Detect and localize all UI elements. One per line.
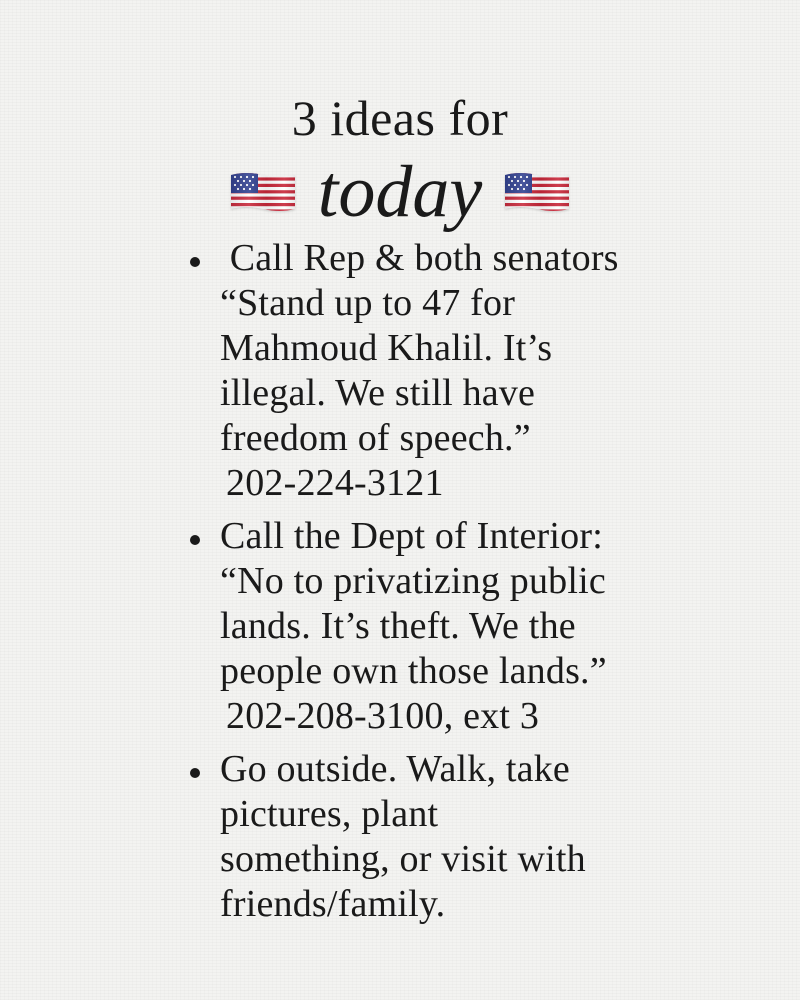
list-item <box>186 747 656 927</box>
list-item <box>186 514 656 739</box>
ideas-list <box>186 236 656 935</box>
item-text-line: people own those lands.” <box>220 650 607 692</box>
item-text-line: “Stand up to 47 for <box>220 282 516 324</box>
item-text-line: lands. It’s theft. We the <box>220 605 576 647</box>
item-text-line: something, or visit with <box>220 838 586 880</box>
bullet-icon <box>190 257 200 267</box>
item-text-line: Call Rep & both senators <box>220 237 619 279</box>
item-text-line: freedom of speech.” <box>220 417 531 459</box>
item-text-line: Mahmoud Khalil. It’s <box>220 327 553 369</box>
us-flag-icon <box>502 169 572 215</box>
us-flag-icon <box>228 169 298 215</box>
bullet-icon <box>190 535 200 545</box>
list-item <box>186 236 656 506</box>
title-line-2 <box>0 150 800 234</box>
item-text-line: Go outside. Walk, take <box>220 748 570 790</box>
bullet-icon <box>190 768 200 778</box>
item-text-line: Call the Dept of Interior: <box>220 515 603 557</box>
title-today: today <box>317 151 483 233</box>
title-line-1: 3 ideas for <box>291 90 509 146</box>
phone-number: 202-208-3100, ext 3 <box>226 695 540 737</box>
item-text-line: friends/family. <box>220 883 446 925</box>
item-text-line: “No to privatizing public <box>220 560 606 602</box>
item-text-line: illegal. We still have <box>220 372 536 414</box>
item-text-line: pictures, plant <box>220 793 439 835</box>
phone-number: 202-224-3121 <box>226 462 444 504</box>
